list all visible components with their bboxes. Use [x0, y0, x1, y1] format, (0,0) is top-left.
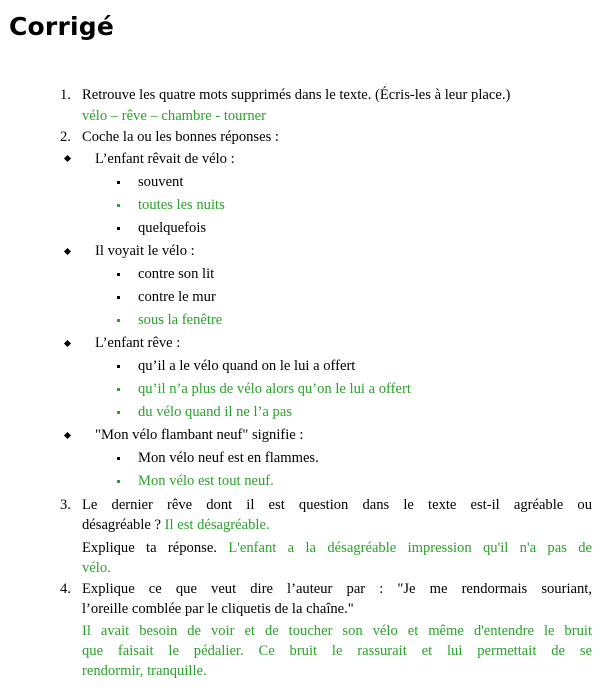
q4-text-line2: l’oreille comblée par le cliquetis de la chaîne."	[82, 601, 354, 617]
diamond-bullet-icon	[64, 432, 71, 439]
q4-answer-line3: rendormir, tranquille.	[82, 663, 207, 679]
square-bullet-icon	[117, 227, 120, 230]
q3-explain-label: Explique ta réponse.	[82, 540, 229, 556]
q2-group-label: Il voyait le vélo :	[95, 243, 195, 259]
q1-text: Retrouve les quatre mots supprimés dans le texte. (Écris-les à leur place.)	[82, 87, 511, 103]
q1-answer: vélo – rêve – chambre - tourner	[82, 108, 266, 124]
q2-option: Mon vélo neuf est en flammes.	[138, 450, 319, 466]
square-bullet-icon	[117, 296, 120, 299]
q3-text-line1: Le dernier rêve dont il est question dans le texte est-il agréable ou	[82, 497, 592, 513]
q3-explain-answer: L'enfant a la désagréable impression qu'il n'a pas de	[228, 540, 593, 556]
q2-option-correct: sous la fenêtre	[138, 312, 223, 328]
q2-number: 2.	[60, 129, 71, 145]
square-bullet-icon	[117, 457, 120, 460]
q2-option-correct: toutes les nuits	[138, 197, 225, 213]
square-bullet-icon	[117, 319, 120, 322]
square-bullet-icon	[117, 411, 120, 414]
q4-answer-line2: que faisait le pédalier. Ce bruit le rassurait et lui permettait de se	[82, 643, 592, 659]
q4-number: 4.	[60, 581, 71, 597]
square-bullet-icon	[117, 480, 120, 483]
q2-option-correct: du vélo quand il ne l’a pas	[138, 404, 293, 420]
diamond-bullet-icon	[64, 248, 71, 255]
q1-number: 1.	[60, 87, 71, 103]
q3-explain-answer-end: vélo.	[82, 560, 111, 576]
q3-text-line2	[82, 515, 270, 535]
q2-option: quelquefois	[138, 220, 207, 236]
q4-answer-line1: Il avait besoin de voir et de toucher son vélo et même d'entendre le bruit	[82, 623, 592, 639]
page-title: Corrigé	[9, 12, 115, 41]
q2-group-label: "Mon vélo flambant neuf" signifie :	[95, 427, 304, 443]
q2-text: Coche la ou les bonnes réponses :	[82, 129, 279, 145]
q2-group-label: L’enfant rêve :	[95, 335, 181, 351]
q2-option: souvent	[138, 174, 184, 190]
q2-option-correct: qu’il n’a plus de vélo alors qu’on le lui a offert	[138, 381, 411, 397]
square-bullet-icon	[117, 204, 120, 207]
square-bullet-icon	[117, 273, 120, 276]
square-bullet-icon	[117, 181, 120, 184]
q2-group-label: L’enfant rêvait de vélo :	[95, 151, 235, 167]
q3-answer: Il est désagréable.	[164, 517, 270, 533]
q3-explain-line1	[82, 538, 592, 558]
q2-option-correct: Mon vélo est tout neuf.	[138, 473, 274, 489]
q3-question-end: désagréable ?	[82, 517, 165, 533]
diamond-bullet-icon	[64, 155, 71, 162]
q2-option: contre le mur	[138, 289, 216, 305]
q2-option: contre son lit	[138, 266, 215, 282]
square-bullet-icon	[117, 365, 120, 368]
square-bullet-icon	[117, 388, 120, 391]
q2-option: qu’il a le vélo quand on le lui a offert	[138, 358, 356, 374]
q3-number: 3.	[60, 497, 71, 513]
diamond-bullet-icon	[64, 340, 71, 347]
q4-text-line1: Explique ce que veut dire l’auteur par : "Je me rendormais souriant,	[82, 581, 592, 597]
